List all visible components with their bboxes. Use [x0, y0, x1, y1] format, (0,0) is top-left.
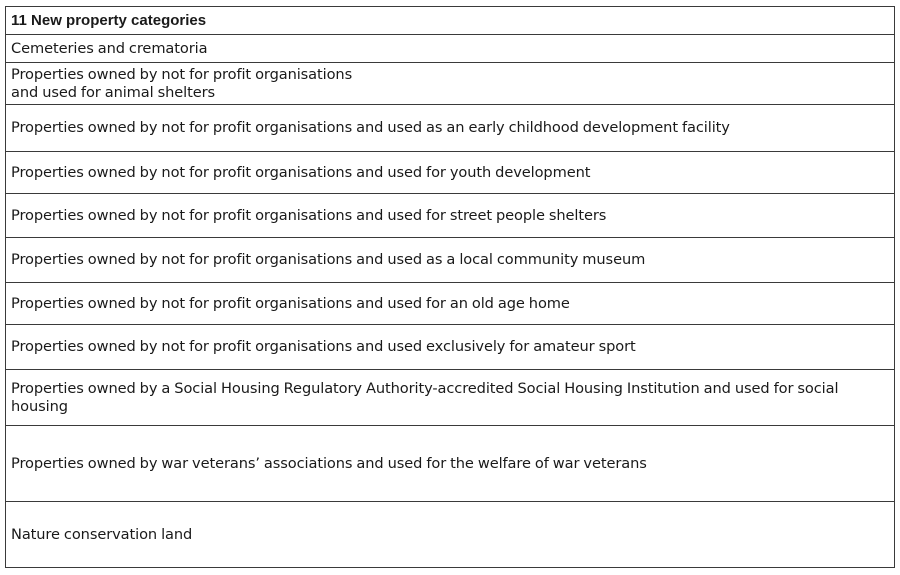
category-cell: Properties owned by not for profit organisations and used as a local community museum	[6, 238, 895, 283]
table-row	[6, 238, 895, 283]
table-row	[6, 152, 895, 194]
table-header-row	[6, 7, 895, 35]
table-row	[6, 325, 895, 370]
category-cell: Properties owned by not for profit organisations and used for an old age home	[6, 283, 895, 325]
table-row	[6, 502, 895, 568]
table-row	[6, 63, 895, 105]
category-cell: Properties owned by a Social Housing Regulatory Authority-accredited Social Housing Institution and used for social housing	[6, 370, 895, 426]
category-cell: Properties owned by not for profit organisations and used for street people shelters	[6, 194, 895, 238]
category-cell: Properties owned by war veterans’ associations and used for the welfare of war veterans	[6, 426, 895, 502]
property-categories-table	[5, 6, 895, 568]
table-row	[6, 105, 895, 152]
table-row	[6, 194, 895, 238]
table-row	[6, 370, 895, 426]
category-cell: Properties owned by not for profit organisations and used for youth development	[6, 152, 895, 194]
table-row	[6, 35, 895, 63]
category-cell: Cemeteries and crematoria	[6, 35, 895, 63]
category-cell: Properties owned by not for profit organisations and used for animal shelters	[6, 63, 895, 105]
table-row	[6, 283, 895, 325]
category-cell: Properties owned by not for profit organisations and used exclusively for amateur sport	[6, 325, 895, 370]
table-row	[6, 426, 895, 502]
category-cell: Nature conservation land	[6, 502, 895, 568]
table-title: 11 New property categories	[6, 7, 895, 35]
category-cell: Properties owned by not for profit organisations and used as an early childhood development facility	[6, 105, 895, 152]
